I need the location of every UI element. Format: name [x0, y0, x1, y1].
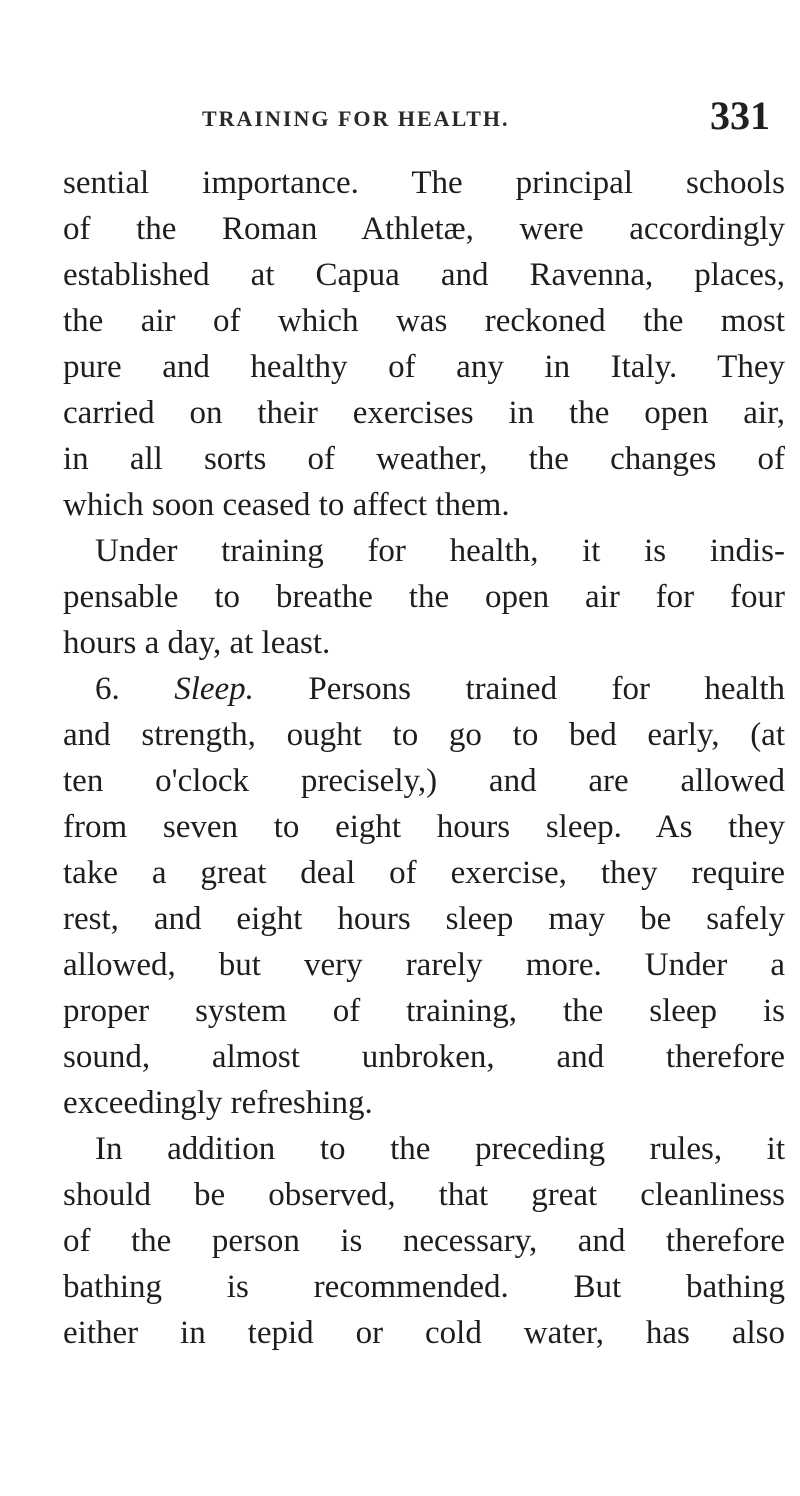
text-line: sential importance. The principal schools [63, 165, 785, 201]
text-line: the air of which was reckoned the most [63, 303, 785, 339]
text-line: and strength, ought to go to bed early, (at [63, 717, 785, 753]
text-line: hours a day, at least. [63, 625, 331, 661]
text-line: exceedingly refreshing. [63, 1085, 373, 1121]
text-line: ten o'clock precisely,) and are allowed [63, 763, 785, 799]
section-number: 6. [95, 671, 120, 707]
text-line: take a great deal of exercise, they require [63, 855, 785, 891]
text-line: of the person is necessary, and therefore [63, 1223, 785, 1259]
text-line: should be observed, that great cleanliness [63, 1177, 785, 1213]
text-line: pure and healthy of any in Italy. They [63, 349, 785, 385]
running-title: TRAINING FOR HEALTH. [202, 106, 510, 131]
text-line: proper system of training, the sleep is [63, 993, 785, 1029]
page-number: 331 [710, 93, 770, 138]
text-line: from seven to eight hours sleep. As they [63, 809, 785, 845]
text-line: which soon ceased to affect them. [63, 487, 510, 523]
running-head [190, 92, 770, 138]
text-line: of the Roman Athletæ, were accordingly [63, 211, 785, 247]
section-line [63, 666, 785, 712]
text-line: in all sorts of weather, the changes of [63, 441, 785, 477]
text-line: pensable to breathe the open air for four [63, 579, 785, 615]
section-text: Persons trained for health [308, 671, 785, 707]
text-line: either in tepid or cold water, has also [63, 1315, 785, 1351]
text-line: In addition to the preceding rules, it [95, 1131, 785, 1167]
text-line: allowed, but very rarely more. Under a [63, 947, 785, 983]
text-line: rest, and eight hours sleep may be safely [63, 901, 785, 937]
body-text [63, 160, 785, 1356]
text-line: established at Capua and Ravenna, places, [63, 257, 785, 293]
section-heading: Sleep. [174, 671, 254, 707]
text-line: bathing is recommended. But bathing [63, 1269, 785, 1305]
text-line: carried on their exercises in the open air, [63, 395, 785, 431]
text-line: sound, almost unbroken, and therefore [63, 1039, 785, 1075]
text-line: Under training for health, it is indis- [95, 533, 785, 569]
